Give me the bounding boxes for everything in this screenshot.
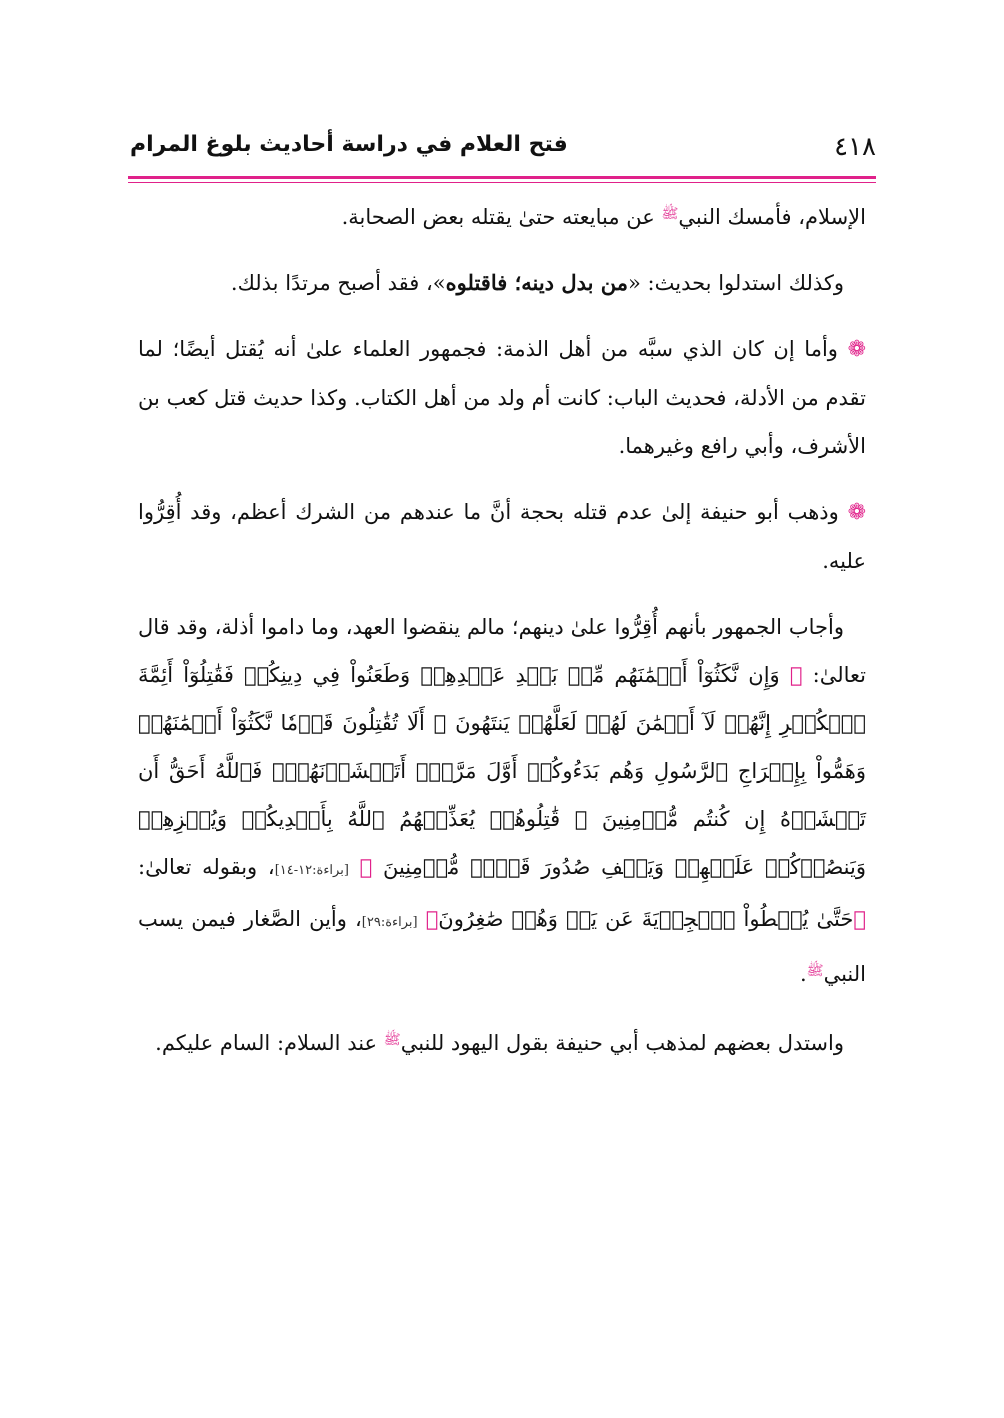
page-header <box>128 128 876 172</box>
paragraph-3-text: وأما إن كان الذي سبَّه من أهل الذمة: فجمهور العلماء علىٰ أنه يُقتل أيضًا؛ لما تقدم من الأدلة، فحديث الباب: كانت أم ولد من أهل الكتاب. وكذا حديث قتل كعب بن الأشرف، وأبي رافع وغيرهما. <box>138 337 866 458</box>
paragraph-6 <box>138 1016 866 1067</box>
paragraph-3 <box>138 325 866 470</box>
paragraph-6-text-a: واستدل بعضهم لمذهب أبي حنيفة بقول اليهود للنبي <box>400 1031 844 1055</box>
quran-verse-1: وَإِن نَّكَثُوٓاْ أَيۡمَٰنَهُم مِّنۢ بَعۡدِ عَهۡدِهِمۡ وَطَعَنُواْ فِي دِينِكُمۡ فَقَٰتِلُوٓاْ أَئِمَّةَ ٱلۡكُفۡرِ إِنَّهُمۡ لَآ أَيۡمَٰنَ لَهُمۡ لَعَلَّهُمۡ يَنتَهُونَ ۞ أَلَا تُقَٰتِلُونَ قَوۡمٗا نَّكَثُوٓاْ أَيۡمَٰنَهُمۡ وَهَمُّواْ بِإِخۡرَاجِ ٱلرَّسُولِ وَهُم بَدَءُوكُمۡ أَوَّلَ مَرَّةٍۚ أَتَخۡشَوۡنَهُمۡۚ فَٱللَّهُ أَحَقُّ أَن تَخۡشَوۡهُ إِن كُنتُم مُّؤۡمِنِينَ ۞ قَٰتِلُوهُمۡ يُعَذِّبۡهُمُ ٱللَّهُ بِأَيۡدِيكُمۡ وَيُخۡزِهِمۡ وَيَنصُرۡكُمۡ عَلَيۡهِمۡ وَيَشۡفِ صُدُورَ قَوۡمٖ مُّؤۡمِنِينَ <box>138 663 866 879</box>
salallahu-alayhi-wasallam-glyph: ﷺ <box>806 963 824 979</box>
paragraph-1-text-a: الإسلام، فأمسك النبي <box>678 205 866 229</box>
verse-reference-1: [براءة:١٢-١٤] <box>274 863 349 878</box>
paragraph-5-text-a: وأجاب الجمهور بأنهم أُقِرُّوا علىٰ دينهم؛ مالم ينقضوا العهد، وما داموا أذلة، وقد قال تعالىٰ: <box>138 615 866 687</box>
paragraph-5-text-c: ، وأين الصَّغار فيمن يسب النبي <box>138 907 866 986</box>
paragraph-4 <box>138 488 866 585</box>
paragraph-4-text: وذهب أبو حنيفة إلىٰ عدم قتله بحجة أنَّ ما عندهم من الشرك أعظم، وقد أُقِرُّوا عليه. <box>138 500 866 573</box>
paragraph-1 <box>138 190 866 241</box>
paragraph-5-text-b: ، وبقوله تعالىٰ: <box>138 855 275 879</box>
paragraph-5 <box>138 603 866 998</box>
page-number: ٤١٨ <box>834 132 876 162</box>
quran-verse-2: حَتَّىٰ يُعۡطُواْ ٱلۡجِزۡيَةَ عَن يَدٖ وَهُمۡ صَٰغِرُونَ <box>438 907 854 931</box>
flower-ornament-icon: ❁ <box>847 500 866 525</box>
verse-reference-2: [براءة:٢٩] <box>361 915 418 930</box>
header-rule-thin <box>128 182 876 183</box>
salallahu-alayhi-wasallam-glyph: ﷺ <box>661 206 679 222</box>
running-title: فتح العلام في دراسة أحاديث بلوغ المرام <box>130 132 568 157</box>
salallahu-alayhi-wasallam-glyph: ﷺ <box>383 1032 401 1048</box>
paragraph-1-text-b: عن مبايعته حتىٰ يقتله بعض الصحابة. <box>341 205 655 229</box>
paragraph-2-text-a: وكذلك استدلوا بحديث: « <box>628 271 844 295</box>
hadith-quote: من بدل دينه؛ فاقتلوه <box>445 270 629 295</box>
paragraph-2 <box>138 259 866 307</box>
quran-open-bracket: ﴿ <box>789 663 803 687</box>
flower-ornament-icon: ❁ <box>847 337 866 362</box>
paragraph-2-text-b: »، فقد أصبح مرتدًا بذلك. <box>230 271 446 295</box>
quran-close-bracket: ﴾ <box>359 855 373 879</box>
header-rule-thick <box>128 176 876 179</box>
paragraph-5-end: . <box>799 962 807 986</box>
paragraph-6-text-b: عند السلام: السام عليكم. <box>155 1031 378 1055</box>
quran-open-bracket-2: ﴿ <box>853 907 866 931</box>
page-body <box>138 190 866 1085</box>
quran-close-bracket-2: ﴾ <box>425 907 439 931</box>
